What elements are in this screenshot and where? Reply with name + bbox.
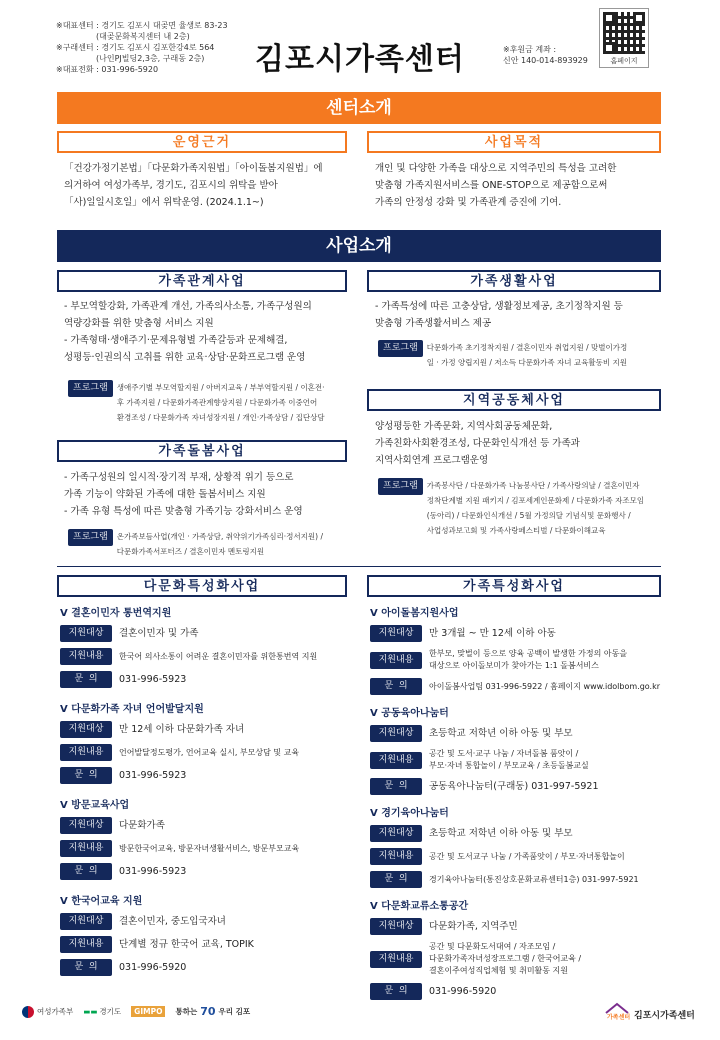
row-label: 지원대상 xyxy=(370,825,422,842)
program-line: 환경조성 / 다문화가족 자녀성장지원 / 개인·가족상담 / 집단상담 xyxy=(116,413,325,422)
row-label: 문 의 xyxy=(60,959,112,976)
row-label: 문 의 xyxy=(370,678,422,695)
gyeonggi-icon: ▬▬ xyxy=(83,1007,98,1016)
program-line: 정착단계별 지원 패키지 / 김포세계인문화제 / 다문화가족 자조모임 xyxy=(426,496,645,505)
value-line: 한국어 의사소통이 어려운 결혼이민자를 위한통번역 지원 xyxy=(119,651,318,661)
row-label: 지원내용 xyxy=(60,648,112,665)
page-title: 김포시가족센터 xyxy=(255,42,465,77)
donation-account xyxy=(503,44,588,66)
family-life-programs xyxy=(378,340,668,370)
value-line: 부모·자녀 통합놀이 / 부모교육 / 초등돌봄교실 xyxy=(429,761,589,770)
row-label: 지원내용 xyxy=(370,951,422,968)
row-label: 문 의 xyxy=(370,778,422,795)
row-label: 지원내용 xyxy=(60,840,112,857)
row-value xyxy=(429,851,625,863)
info-row xyxy=(370,678,670,695)
value-line: 다문화가족자녀성장프로그램 / 한국어교육 / xyxy=(429,954,582,963)
value-line: 031-996-5923 xyxy=(119,673,187,685)
value-line: 초등학교 저학년 이하 아동 및 부모 xyxy=(429,827,573,839)
program-tag: 프로그램 xyxy=(68,529,113,546)
value-line: 초등학교 저학년 이하 아동 및 부모 xyxy=(429,727,573,739)
info-line: (나인PJ빌딩2,3층, 구래동 2층) xyxy=(96,54,205,63)
value-line: 다문화가족, 지역주민 xyxy=(429,920,518,932)
family-care-programs xyxy=(68,529,358,559)
program-line: 일 · 가정 양립지원 / 저소득 다문화가족 자녀 교육활동비 지원 xyxy=(426,358,628,367)
logo-text: 우리 김포 xyxy=(218,1007,251,1016)
value-line: 공동육아나눔터(구래동) 031-997-5921 xyxy=(429,780,599,792)
text-line: - 부모역할강화, 가족관계 개선, 가족의사소통, 가족구성원의 xyxy=(64,301,312,312)
text-line: 지역사회연계 프로그램운영 xyxy=(375,455,489,466)
info-row xyxy=(60,625,355,642)
section-title: V 경기육아나눔터 xyxy=(370,808,449,819)
qr-caption: 홈페이지 xyxy=(610,57,638,65)
gimpo-logo xyxy=(131,1006,165,1017)
value-line: 031-996-5920 xyxy=(429,985,497,997)
row-label: 지원대상 xyxy=(60,817,112,834)
program-line: 후 가족지원 / 다문화가족관계향상지원 / 다문화가족 이중언어 xyxy=(116,398,318,407)
text-line: 맞춤형 가족생활서비스 제공 xyxy=(375,318,492,329)
row-value xyxy=(119,770,186,782)
family-relation-heading: 가족관계사업 xyxy=(57,270,347,292)
header-info xyxy=(56,20,228,75)
basis-text xyxy=(64,160,354,211)
taegeuk-icon xyxy=(22,1006,34,1018)
account-value: 신안 140-014-893929 xyxy=(503,56,588,65)
info-row xyxy=(370,918,670,935)
value-line: 031-996-5920 xyxy=(119,961,187,973)
info-row xyxy=(60,817,355,834)
program-line: (동아리) / 다문화인식개선 / 5월 가정의달 기념식및 문화행사 / xyxy=(426,511,631,520)
info-row xyxy=(60,648,355,665)
family-life-heading: 가족생활사업 xyxy=(367,270,661,292)
row-label: 문 의 xyxy=(60,671,112,688)
family-relation-programs xyxy=(68,380,358,425)
row-label: 지원대상 xyxy=(370,725,422,742)
row-value xyxy=(119,866,186,878)
text-line: 양성평등한 가족문화, 지역사회공동체문화, xyxy=(375,421,553,432)
row-value xyxy=(429,941,581,977)
info-row xyxy=(60,744,355,761)
info-row xyxy=(60,721,355,738)
section-title: V 결혼이민자 통번역지원 xyxy=(60,608,172,619)
ministry-logo xyxy=(22,1006,73,1018)
info-row xyxy=(60,863,355,880)
value-line: 결혼이민자 및 가족 xyxy=(119,627,199,639)
purpose-heading: 사업목적 xyxy=(367,131,661,153)
row-label: 문 의 xyxy=(370,871,422,888)
value-line: 아이돌봄사업팀 031-996-5922 / 홈페이지 www.idolbom.go.kr xyxy=(429,681,661,691)
slogan-logo xyxy=(175,1005,250,1018)
row-value xyxy=(119,724,244,736)
info-row xyxy=(60,936,355,953)
row-value xyxy=(429,628,556,640)
brand-mark: 가족센터 xyxy=(607,1014,630,1021)
info-row xyxy=(370,941,670,977)
multicultural-heading: 다문화특성화사업 xyxy=(57,575,347,597)
multicultural-list xyxy=(60,604,355,988)
value-line: 결혼이민자, 중도입국자녀 xyxy=(119,915,226,927)
row-value xyxy=(119,820,165,832)
program-tag: 프로그램 xyxy=(378,478,423,495)
info-line: ※대표전화 : 031-996-5920 xyxy=(56,65,159,74)
section-title: V 한국어교육 지원 xyxy=(60,896,143,907)
row-value xyxy=(119,939,254,951)
text-line: 가족 기능이 약화된 가족에 대한 돌봄서비스 지원 xyxy=(64,489,266,500)
brand-name: 김포시가족센터 xyxy=(634,1010,695,1021)
row-value xyxy=(429,874,639,886)
program-line: 다문화가족 초기정착지원 / 결혼이민자 취업지원 / 맞벌이가정 xyxy=(426,343,628,352)
value-line: 한부모, 맞벌이 등으로 양육 공백이 발생한 가정의 아동을 xyxy=(429,649,628,658)
value-line: 언어발달정도평가, 언어교육 실시, 부모상담 및 교육 xyxy=(119,747,300,757)
program-line: 다문화가족서포터즈 / 결혼이민자 멘토링지원 xyxy=(116,547,265,556)
value-line: 다문화가족 xyxy=(119,819,165,831)
info-row xyxy=(370,983,670,1000)
row-label: 문 의 xyxy=(60,863,112,880)
section-title: V 방문교육사업 xyxy=(60,800,130,811)
value-line: 방문한국어교육, 방문자녀생활서비스, 방문부모교육 xyxy=(119,843,300,853)
row-label: 지원대상 xyxy=(370,625,422,642)
text-line: 가족의 안정성 강화 및 가족관계 증진에 기여. xyxy=(375,197,562,208)
info-row xyxy=(370,825,670,842)
row-value xyxy=(119,628,198,640)
section-title: V 아이돌봄지원사업 xyxy=(370,608,459,619)
row-label: 지원대상 xyxy=(60,625,112,642)
logo-text: GIMPO xyxy=(131,1006,165,1017)
row-label: 지원내용 xyxy=(60,744,112,761)
program-line: 사업성과보고회 및 가족사랑페스티벌 / 다문화이해교육 xyxy=(426,526,606,535)
row-value xyxy=(429,921,518,933)
row-value xyxy=(119,651,317,663)
value-line: 공간 및 도서·교구 나눔 / 자녀돌봄 품앗이 / xyxy=(429,749,579,758)
program-tag: 프로그램 xyxy=(68,380,113,397)
row-value xyxy=(429,986,496,998)
text-line: - 가족 유형 특성에 따른 맞춤형 가족기능 강화서비스 운영 xyxy=(64,506,303,517)
row-value xyxy=(429,781,599,793)
program-tag: 프로그램 xyxy=(378,340,423,357)
info-line: ※대표센터 : 경기도 김포시 대곶면 율생로 83-23 xyxy=(56,21,228,30)
text-line: 가족친화사회환경조성, 다문화인식개선 등 가족과 xyxy=(375,438,580,449)
row-value xyxy=(429,748,589,772)
program-line: 가족봉사단 / 다문화가족 나눔봉사단 / 가족사랑의날 / 결혼이민자 xyxy=(426,481,640,490)
basis-heading: 운영근거 xyxy=(57,131,347,153)
value-line: 만 3개월 ~ 만 12세 이하 아동 xyxy=(429,627,556,639)
row-value xyxy=(119,674,186,686)
info-line: (대곶문화복지센터 내 2층) xyxy=(96,32,190,41)
family-life-text xyxy=(375,298,665,332)
info-row xyxy=(60,840,355,857)
program-line: 생애주기별 부모역할지원 / 아버지교육 / 부부역할지원 / 이혼전· xyxy=(116,383,325,392)
family-relation-text xyxy=(64,298,354,366)
info-row xyxy=(60,913,355,930)
info-row xyxy=(60,767,355,784)
row-label: 지원대상 xyxy=(60,721,112,738)
text-line: 의거하여 여성가족부, 경기도, 김포시의 위탁을 받아 xyxy=(64,180,278,191)
row-value xyxy=(119,843,299,855)
info-row xyxy=(370,748,670,772)
community-programs xyxy=(378,478,668,538)
row-label: 지원내용 xyxy=(60,936,112,953)
family-special-heading: 가족특성화사업 xyxy=(367,575,661,597)
logo-text: 통하는 xyxy=(175,1007,198,1016)
row-value xyxy=(429,728,573,740)
program-line: 온가족보듬사업(개인 · 가족상담, 취약위기가족심리·정서지원) / xyxy=(116,532,323,541)
info-row xyxy=(370,871,670,888)
row-label: 지원대상 xyxy=(370,918,422,935)
value-line: 031-996-5923 xyxy=(119,865,187,877)
logo-text: 경기도 xyxy=(99,1007,122,1016)
row-label: 문 의 xyxy=(370,983,422,1000)
text-line: - 가족형태·생애주기·문제유형별 가족갈등과 문제해결, xyxy=(64,335,288,346)
info-row xyxy=(60,959,355,976)
purpose-text xyxy=(375,160,665,211)
row-label: 지원대상 xyxy=(60,913,112,930)
house-icon xyxy=(604,1002,630,1026)
logo-text: 여성가족부 xyxy=(37,1007,74,1016)
text-line: 「건강가정기본법」「다문화가족지원법」「아이돌봄지원법」에 xyxy=(64,163,323,174)
info-row xyxy=(370,848,670,865)
text-line: 맞춤형 가족지원서비스를 ONE-STOP으로 제공함으로써 xyxy=(375,180,608,191)
center-brand xyxy=(604,1002,695,1026)
family-care-heading: 가족돌봄사업 xyxy=(57,440,347,462)
row-value xyxy=(429,681,660,693)
community-text xyxy=(375,418,665,469)
value-line: 결혼이주여성직업체험 및 취미활동 지원 xyxy=(429,966,569,975)
divider xyxy=(57,566,661,567)
value-line: 단계별 정규 한국어 교육, TOPIK xyxy=(119,938,254,950)
text-line: - 가족특성에 따른 고충상담, 생활정보제공, 초기정착지원 등 xyxy=(375,301,623,312)
text-line: 「사)일일시호일」에서 위탁운영. (2024.1.1~) xyxy=(64,197,264,208)
account-label: ※후원금 계좌 : xyxy=(503,45,557,54)
info-row xyxy=(370,778,670,795)
gyeonggi-logo xyxy=(83,1006,121,1017)
value-line: 만 12세 이하 다문화가족 자녀 xyxy=(119,723,245,735)
community-heading: 지역공동체사업 xyxy=(367,389,661,411)
footer-logos xyxy=(22,1005,260,1018)
row-label: 지원내용 xyxy=(370,752,422,769)
info-row xyxy=(370,648,670,672)
family-care-text xyxy=(64,469,354,520)
info-row xyxy=(60,671,355,688)
family-special-list xyxy=(370,604,670,1009)
section-title: V 다문화교류소통공간 xyxy=(370,901,469,912)
row-label: 문 의 xyxy=(60,767,112,784)
logo-text: 70 xyxy=(200,1005,216,1018)
value-line: 대상으로 아이돌보미가 찾아가는 1:1 돌봄서비스 xyxy=(429,661,599,670)
row-value xyxy=(429,828,573,840)
value-line: 경기육아나눔터(통진상호문화교류센터1층) 031-997-5921 xyxy=(429,874,639,884)
text-line: - 가족구성원의 일시적·장기적 부재, 상황적 위기 등으로 xyxy=(64,472,294,483)
business-banner: 사업소개 xyxy=(57,230,661,262)
info-row xyxy=(370,625,670,642)
text-line: 역량강화를 위한 맞춤형 서비스 지원 xyxy=(64,318,214,329)
value-line: 공간 및 다문화도서대여 / 자조모임 / xyxy=(429,942,556,951)
row-label: 지원내용 xyxy=(370,848,422,865)
row-value xyxy=(119,962,186,974)
text-line: 개인 및 다양한 가족을 대상으로 지역주민의 특성을 고려한 xyxy=(375,163,617,174)
value-line: 공간 및 도서교구 나눔 / 가족품앗이 / 부모·자녀통합놀이 xyxy=(429,851,625,861)
row-value xyxy=(429,648,627,672)
row-value xyxy=(119,747,299,759)
info-row xyxy=(370,725,670,742)
text-line: 성평등·인권의식 고취를 위한 교육·상담·문화프로그램 운영 xyxy=(64,352,306,363)
value-line: 031-996-5923 xyxy=(119,769,187,781)
qr-icon xyxy=(603,12,645,54)
qr-code[interactable] xyxy=(599,8,649,68)
section-title: V 다문화가족 자녀 언어발달지원 xyxy=(60,704,204,715)
section-title: V 공동육아나눔터 xyxy=(370,708,449,719)
center-intro-banner: 센터소개 xyxy=(57,92,661,124)
row-value xyxy=(119,916,226,928)
row-label: 지원내용 xyxy=(370,652,422,669)
info-line: ※구래센터 : 경기도 김포시 김포한강4로 564 xyxy=(56,43,215,52)
